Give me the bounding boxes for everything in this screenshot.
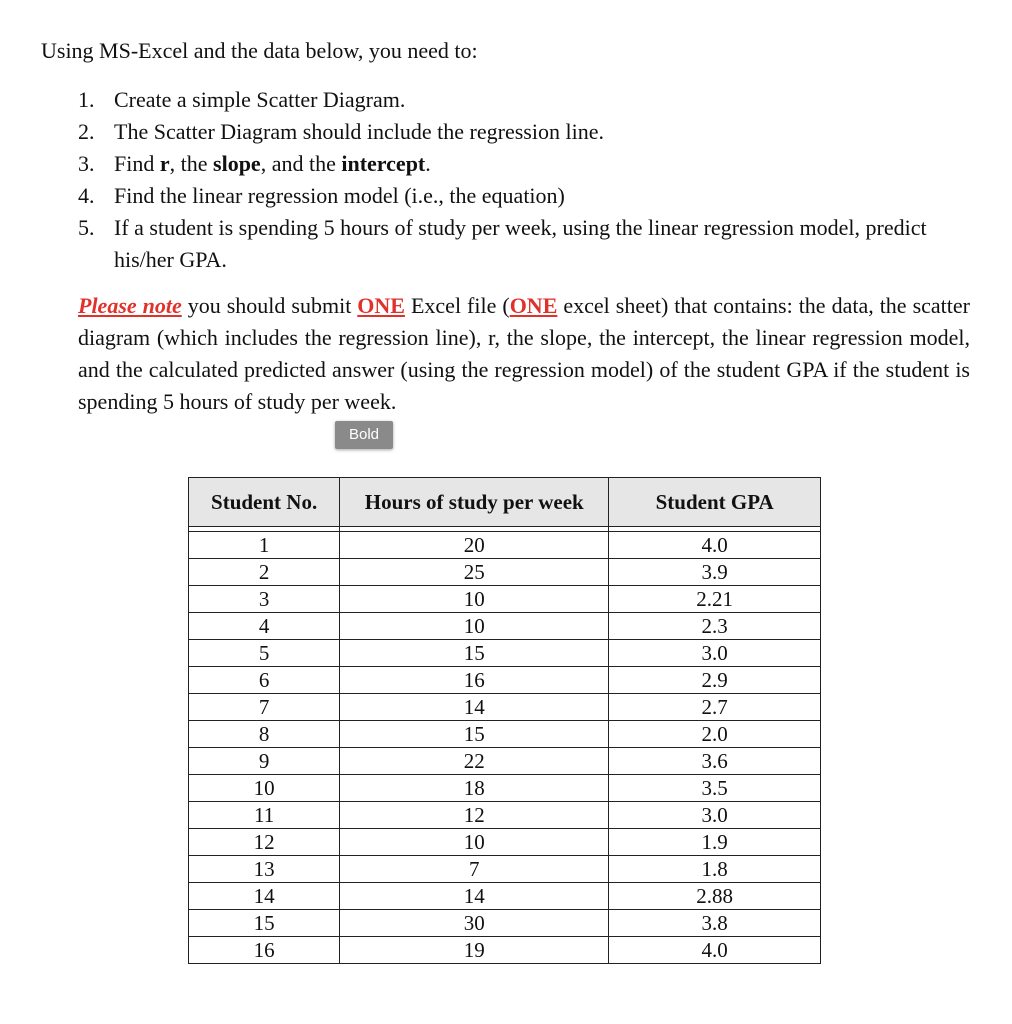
cell-hours: 10 [340, 829, 609, 856]
cell-student-no: 2 [189, 559, 340, 586]
cell-gpa: 1.9 [609, 829, 821, 856]
cell-gpa: 4.0 [609, 937, 821, 964]
task-number: 1. [78, 87, 95, 112]
task-item-3 [78, 148, 958, 180]
cell-student-no: 8 [189, 721, 340, 748]
cell-student-no: 1 [189, 532, 340, 559]
cell-gpa: 2.9 [609, 667, 821, 694]
bold-term-r: r [159, 151, 170, 176]
cell-hours: 15 [340, 721, 609, 748]
table-body [189, 527, 821, 964]
table-row [189, 775, 821, 802]
cell-hours: 30 [340, 910, 609, 937]
cell-hours: 12 [340, 802, 609, 829]
cell-gpa: 3.5 [609, 775, 821, 802]
task-text-part: . [425, 151, 431, 176]
cell-student-no: 4 [189, 613, 340, 640]
task-text: Find the linear regression model (i.e., the equation) [114, 183, 565, 208]
table-row [189, 748, 821, 775]
table-header-row [189, 478, 821, 527]
task-list [78, 84, 958, 276]
task-text-part: , the [169, 151, 214, 176]
task-item-1 [78, 84, 958, 116]
cell-student-no: 16 [189, 937, 340, 964]
cell-hours: 10 [340, 586, 609, 613]
table-row [189, 640, 821, 667]
one-emphasis: ONE [509, 293, 558, 318]
cell-student-no: 3 [189, 586, 340, 613]
cell-gpa: 2.21 [609, 586, 821, 613]
cell-hours: 14 [340, 883, 609, 910]
cell-hours: 14 [340, 694, 609, 721]
table-row [189, 829, 821, 856]
student-data-table [188, 477, 821, 964]
column-header-student-no: Student No. [189, 478, 340, 527]
task-number: 5. [78, 215, 95, 240]
table-row [189, 694, 821, 721]
task-text: Create a simple Scatter Diagram. [114, 87, 406, 112]
column-header-gpa: Student GPA [609, 478, 821, 527]
table-row [189, 667, 821, 694]
cell-hours: 25 [340, 559, 609, 586]
column-header-hours: Hours of study per week [340, 478, 609, 527]
cell-student-no: 14 [189, 883, 340, 910]
cell-hours: 15 [340, 640, 609, 667]
cell-gpa: 3.9 [609, 559, 821, 586]
cell-student-no: 9 [189, 748, 340, 775]
cell-hours: 20 [340, 532, 609, 559]
table-row [189, 856, 821, 883]
task-item-4 [78, 180, 958, 212]
task-text: The Scatter Diagram should include the regression line. [114, 119, 604, 144]
task-text [114, 148, 958, 180]
cell-student-no: 6 [189, 667, 340, 694]
cell-hours: 18 [340, 775, 609, 802]
task-text-part: , and the [260, 151, 342, 176]
one-emphasis: ONE [357, 293, 405, 318]
cell-student-no: 5 [189, 640, 340, 667]
table-row [189, 721, 821, 748]
task-item-2 [78, 116, 958, 148]
cell-gpa: 3.0 [609, 640, 821, 667]
table-row [189, 559, 821, 586]
cell-hours: 19 [340, 937, 609, 964]
please-note-label: Please note [78, 293, 182, 318]
cell-gpa: 3.8 [609, 910, 821, 937]
cell-gpa: 2.7 [609, 694, 821, 721]
cell-hours: 10 [340, 613, 609, 640]
note-text: excel sheet) that contains: the data, the scatter diagram (which includes the regression line), r, the slope, the intercept, the linear regression model, and the calculated predicted answer (using the regression model) of the student GPA if the student is spending 5 hours of study per week. [78, 293, 970, 414]
cell-gpa: 3.0 [609, 802, 821, 829]
bold-term-slope: slope [213, 151, 261, 176]
cell-hours: 22 [340, 748, 609, 775]
cell-student-no: 15 [189, 910, 340, 937]
cell-student-no: 13 [189, 856, 340, 883]
task-number: 4. [78, 183, 95, 208]
cell-gpa: 4.0 [609, 532, 821, 559]
task-text-part: Find [114, 151, 160, 176]
cell-student-no: 7 [189, 694, 340, 721]
cell-gpa: 2.3 [609, 613, 821, 640]
table-row [189, 532, 821, 559]
task-number: 3. [78, 151, 95, 176]
note-text: Excel file ( [404, 293, 510, 318]
cell-student-no: 10 [189, 775, 340, 802]
cell-hours: 7 [340, 856, 609, 883]
submission-note [78, 290, 970, 418]
table-row [189, 586, 821, 613]
table-row [189, 802, 821, 829]
table-row [189, 883, 821, 910]
cell-gpa: 1.8 [609, 856, 821, 883]
table-row [189, 937, 821, 964]
bold-term-intercept: intercept [341, 151, 426, 176]
cell-student-no: 12 [189, 829, 340, 856]
intro-text: Using MS-Excel and the data below, you need to: [41, 38, 478, 63]
bold-tooltip: Bold [335, 421, 393, 449]
table-row [189, 613, 821, 640]
table-row [189, 910, 821, 937]
cell-hours: 16 [340, 667, 609, 694]
cell-student-no: 11 [189, 802, 340, 829]
cell-gpa: 2.88 [609, 883, 821, 910]
task-text: If a student is spending 5 hours of study per week, using the linear regression model, predict his/her GPA. [114, 215, 927, 272]
cell-gpa: 2.0 [609, 721, 821, 748]
note-text: you should submit [181, 293, 358, 318]
task-number: 2. [78, 119, 95, 144]
task-item-5 [78, 212, 958, 276]
cell-gpa: 3.6 [609, 748, 821, 775]
